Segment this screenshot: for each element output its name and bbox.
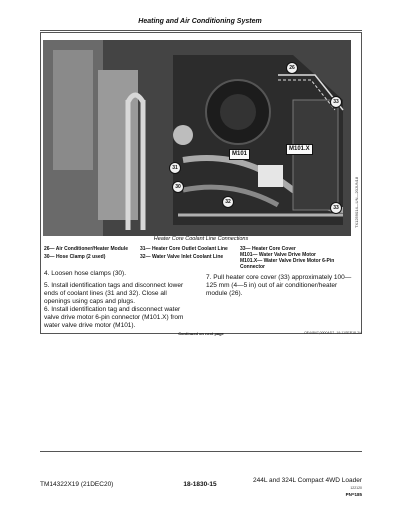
manual-id: TM14322X19 (21DEC20)	[40, 481, 114, 488]
legend-column-1	[44, 246, 136, 262]
figure-caption: Heater Core Coolant Line Connections	[153, 236, 249, 242]
doc-reference: OF44847,0000AD7 -19-11SEP18-2/4	[304, 331, 362, 335]
continued-note: Continued on next page	[178, 331, 224, 336]
legend-item: 31— Heater Core Outlet Coolant Line	[140, 246, 228, 252]
footer-rule	[40, 451, 362, 452]
photo-drawing	[43, 40, 351, 236]
model-name: 244L and 324L Compact 4WD Loader	[252, 477, 362, 484]
section-header: Heating and Air Conditioning System	[138, 18, 262, 25]
legend-item: 32— Water Valve Inlet Coolant Line	[140, 254, 224, 260]
legend-item: 33— Heater Core Cover	[240, 246, 296, 252]
legend-column-3	[240, 246, 355, 270]
callout-33-top: 33	[330, 96, 342, 108]
legend-item: 30— Hose Clamp (2 used)	[44, 254, 106, 260]
page-code: 18-1830-15	[183, 481, 217, 488]
photo-id: TX1259014—UN—20JUN18	[354, 176, 359, 228]
callout-32: 32	[222, 196, 234, 208]
legend-item: M101.X— Water Valve Drive Motor 6-Pin Connector	[240, 258, 335, 270]
header-rule	[40, 30, 362, 31]
callout-30: 30	[172, 181, 184, 193]
label-m101: M101	[229, 149, 250, 160]
step-7: 7. Pull heater core cover (33) approximately 100—125 mm (4—5 in) out of air conditioner/heater module (26).	[206, 274, 352, 297]
callout-31: 31	[169, 162, 181, 174]
callout-26: 26	[286, 62, 298, 74]
step-6: 6. Install identification tag and disconnect water valve drive motor 6-pin connector (M101.X) from water valve drive motor (M101).	[44, 306, 184, 329]
label-m101x: M101.X	[286, 144, 313, 155]
legend-item: M101— Water Valve Drive Motor	[240, 252, 316, 258]
legend-column-2	[140, 246, 232, 262]
page-number: PN=185	[345, 492, 362, 497]
step-4: 4. Loosen hose clamps (30).	[44, 270, 127, 277]
photo-id-strip	[352, 110, 360, 230]
heater-core-photo	[43, 40, 351, 236]
step-5: 5. Install identification tags and disconnect lower ends of coolant lines (31 and 32). Close all openings using caps and plugs.	[44, 282, 184, 305]
legend-item: 26— Air Conditioner/Heater Module	[44, 246, 128, 252]
callout-33-bottom: 33	[330, 202, 342, 214]
small-code: 122120	[350, 486, 362, 490]
